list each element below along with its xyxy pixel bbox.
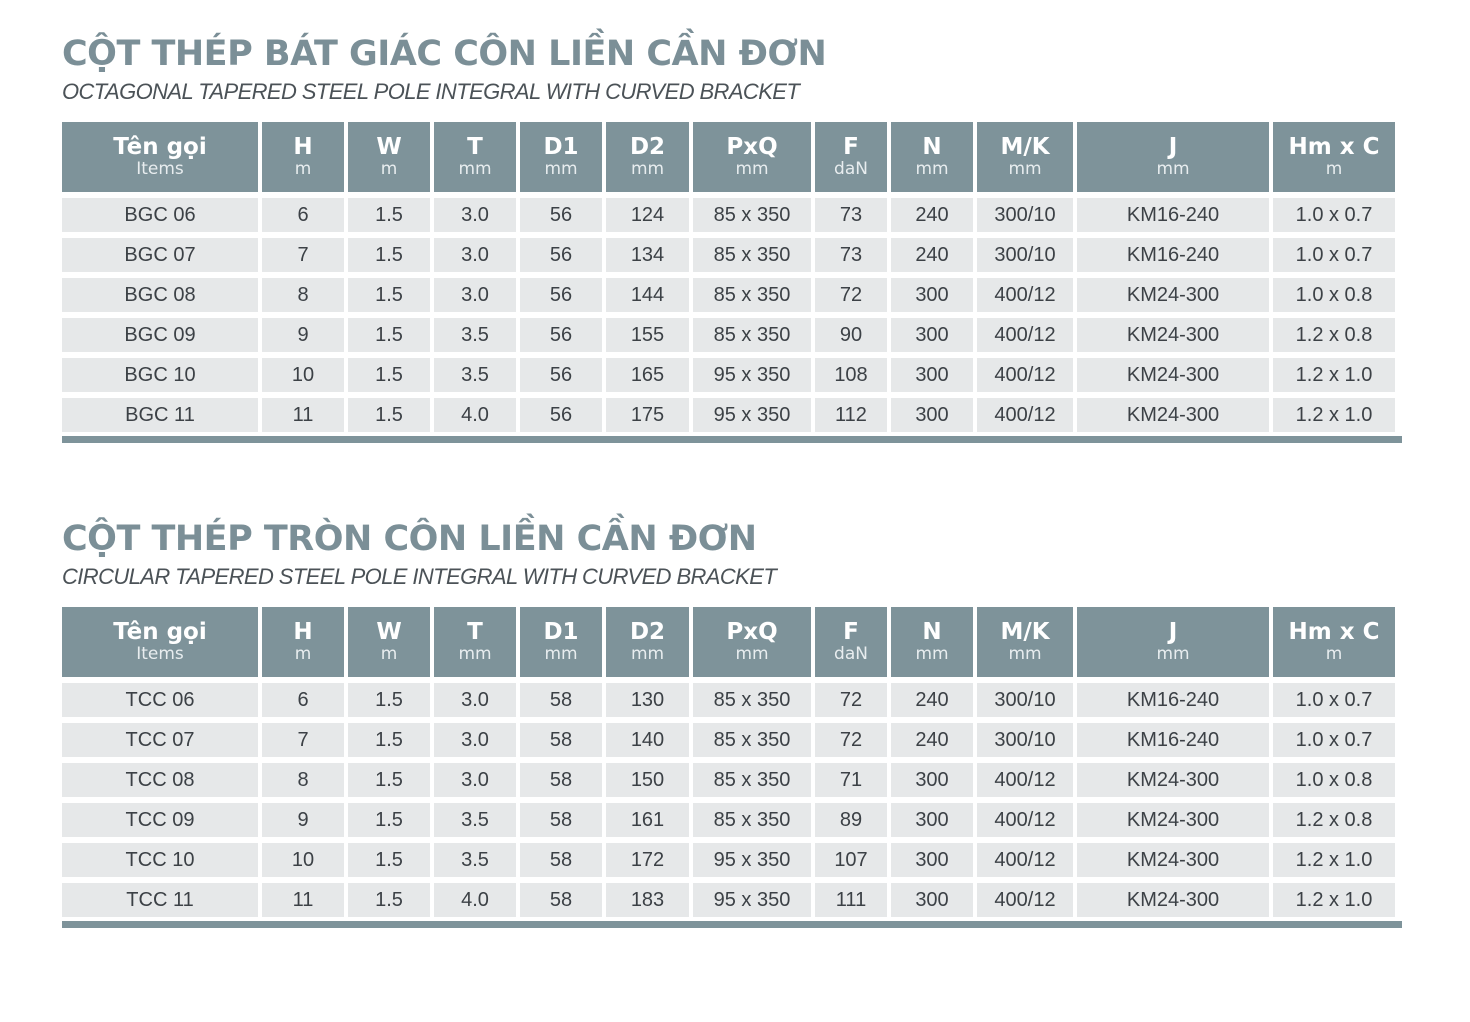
- table-cell: 85 x 350: [693, 723, 811, 757]
- column-header: [262, 122, 344, 192]
- table-cell: 400/12: [977, 883, 1073, 917]
- column-header: [434, 122, 516, 192]
- table-cell: 300: [891, 278, 973, 312]
- table-cell: 85 x 350: [693, 803, 811, 837]
- table-cell: 71: [815, 763, 887, 797]
- table-cell: BGC 10: [62, 358, 258, 392]
- table-cell: 240: [891, 198, 973, 232]
- table-cell: 3.0: [434, 683, 516, 717]
- table-cell: 72: [815, 278, 887, 312]
- table-row: [62, 238, 1395, 272]
- column-unit: mm: [1156, 159, 1190, 179]
- table-cell: KM24-300: [1077, 803, 1269, 837]
- table-cell: KM24-300: [1077, 843, 1269, 877]
- table-cell: 134: [606, 238, 689, 272]
- table-cell: 95 x 350: [693, 398, 811, 432]
- table-cell: 56: [520, 318, 602, 352]
- table-cell: 9: [262, 318, 344, 352]
- column-unit: m: [1325, 159, 1343, 179]
- table-cell: 58: [520, 803, 602, 837]
- table-cell: 11: [262, 883, 344, 917]
- column-label: Hm x C: [1288, 619, 1380, 645]
- table-cell: 72: [815, 683, 887, 717]
- table-cell: KM24-300: [1077, 398, 1269, 432]
- column-header: [815, 607, 887, 677]
- table-bottom-bar: [62, 921, 1402, 928]
- column-label: W: [376, 134, 402, 160]
- column-header: [1273, 122, 1395, 192]
- column-label: Tên gọi: [113, 134, 207, 160]
- table-cell: 1.0 x 0.7: [1273, 238, 1395, 272]
- table-row: [62, 198, 1395, 232]
- table-cell: 183: [606, 883, 689, 917]
- table-cell: 155: [606, 318, 689, 352]
- table-cell: BGC 07: [62, 238, 258, 272]
- table-cell: 1.2 x 1.0: [1273, 358, 1395, 392]
- table-cell: 130: [606, 683, 689, 717]
- column-header: [262, 607, 344, 677]
- table-cell: 3.5: [434, 318, 516, 352]
- column-header: [62, 607, 258, 677]
- table-cell: 1.5: [348, 763, 430, 797]
- table-cell: TCC 06: [62, 683, 258, 717]
- table-cell: 172: [606, 843, 689, 877]
- table-cell: 300/10: [977, 683, 1073, 717]
- column-header: [520, 607, 602, 677]
- column-header: [1077, 607, 1269, 677]
- table-cell: 10: [262, 843, 344, 877]
- table-cell: 58: [520, 723, 602, 757]
- column-label: Tên gọi: [113, 619, 207, 645]
- table-cell: 85 x 350: [693, 683, 811, 717]
- column-header: [977, 122, 1073, 192]
- table-cell: 165: [606, 358, 689, 392]
- table-cell: 300: [891, 843, 973, 877]
- table-cell: 10: [262, 358, 344, 392]
- column-unit: Items: [136, 159, 184, 179]
- table-cell: 300: [891, 763, 973, 797]
- table-cell: BGC 08: [62, 278, 258, 312]
- table-cell: TCC 09: [62, 803, 258, 837]
- column-unit: mm: [1156, 644, 1190, 664]
- table-cell: KM24-300: [1077, 318, 1269, 352]
- column-unit: Items: [136, 644, 184, 664]
- section-subtitle: OCTAGONAL TAPERED STEEL POLE INTEGRAL WITH CURVED BRACKET: [62, 79, 800, 104]
- table-cell: TCC 07: [62, 723, 258, 757]
- table-cell: 1.0 x 0.8: [1273, 763, 1395, 797]
- table-cell: 6: [262, 683, 344, 717]
- table-cell: 240: [891, 238, 973, 272]
- table-cell: 300/10: [977, 238, 1073, 272]
- column-label: D1: [543, 619, 579, 645]
- column-header: [348, 607, 430, 677]
- table-cell: 6: [262, 198, 344, 232]
- table-cell: 3.5: [434, 803, 516, 837]
- column-unit: m: [294, 159, 312, 179]
- table-cell: 1.2 x 0.8: [1273, 318, 1395, 352]
- table-cell: 1.5: [348, 358, 430, 392]
- table-cell: 300: [891, 398, 973, 432]
- column-label: D2: [629, 619, 666, 645]
- table-cell: 11: [262, 398, 344, 432]
- table-cell: 56: [520, 398, 602, 432]
- table-cell: 1.5: [348, 883, 430, 917]
- table-row: [62, 278, 1395, 312]
- table-cell: 3.0: [434, 198, 516, 232]
- column-unit: m: [1325, 644, 1343, 664]
- table-cell: 300: [891, 883, 973, 917]
- table-cell: 4.0: [434, 883, 516, 917]
- table-cell: TCC 11: [62, 883, 258, 917]
- table-cell: 1.5: [348, 278, 430, 312]
- column-unit: mm: [915, 644, 949, 664]
- table-cell: 144: [606, 278, 689, 312]
- table-cell: 58: [520, 683, 602, 717]
- table-cell: 240: [891, 683, 973, 717]
- table-cell: 1.5: [348, 318, 430, 352]
- table-cell: 3.0: [434, 723, 516, 757]
- column-unit: daN: [834, 644, 868, 664]
- table-cell: 85 x 350: [693, 763, 811, 797]
- table-bottom-bar: [62, 436, 1402, 443]
- column-header: [891, 607, 973, 677]
- table-cell: 1.2 x 1.0: [1273, 398, 1395, 432]
- column-header: [606, 122, 689, 192]
- table-cell: KM16-240: [1077, 238, 1269, 272]
- table-cell: 7: [262, 723, 344, 757]
- column-label: T: [467, 134, 483, 160]
- column-label: M/K: [1000, 619, 1050, 645]
- table-cell: 124: [606, 198, 689, 232]
- table-cell: 108: [815, 358, 887, 392]
- table-cell: 89: [815, 803, 887, 837]
- table-cell: 73: [815, 238, 887, 272]
- table-cell: 300: [891, 803, 973, 837]
- header-row: [62, 607, 1395, 677]
- column-label: T: [467, 619, 483, 645]
- section-subtitle: CIRCULAR TAPERED STEEL POLE INTEGRAL WITH CURVED BRACKET: [62, 564, 777, 589]
- table-cell: BGC 06: [62, 198, 258, 232]
- table-cell: KM24-300: [1077, 763, 1269, 797]
- table-cell: 400/12: [977, 318, 1073, 352]
- table-cell: 3.5: [434, 843, 516, 877]
- table-cell: 300/10: [977, 723, 1073, 757]
- column-unit: mm: [1008, 644, 1042, 664]
- section-circular: [62, 515, 1402, 928]
- table-row: [62, 398, 1395, 432]
- table-row: [62, 843, 1395, 877]
- column-header: [815, 122, 887, 192]
- column-header: [434, 607, 516, 677]
- table-cell: 111: [815, 883, 887, 917]
- column-label: J: [1168, 619, 1178, 645]
- table-cell: 58: [520, 883, 602, 917]
- table-cell: 56: [520, 238, 602, 272]
- table-cell: 1.5: [348, 683, 430, 717]
- column-unit: mm: [458, 159, 492, 179]
- table-cell: 9: [262, 803, 344, 837]
- table-cell: 1.5: [348, 198, 430, 232]
- table-cell: 1.0 x 0.7: [1273, 683, 1395, 717]
- table-cell: KM16-240: [1077, 198, 1269, 232]
- table-cell: KM16-240: [1077, 723, 1269, 757]
- table-cell: 400/12: [977, 843, 1073, 877]
- column-header: [1077, 122, 1269, 192]
- table-cell: KM16-240: [1077, 683, 1269, 717]
- table-cell: 400/12: [977, 398, 1073, 432]
- column-unit: mm: [915, 159, 949, 179]
- table-cell: 112: [815, 398, 887, 432]
- table-cell: KM24-300: [1077, 883, 1269, 917]
- column-unit: mm: [630, 644, 665, 664]
- table-cell: 8: [262, 763, 344, 797]
- column-header: [693, 122, 811, 192]
- table-cell: 56: [520, 358, 602, 392]
- table-cell: 56: [520, 198, 602, 232]
- table-cell: 300: [891, 358, 973, 392]
- spec-table: [58, 601, 1399, 923]
- table-cell: 107: [815, 843, 887, 877]
- table-cell: 1.0 x 0.8: [1273, 278, 1395, 312]
- column-label: M/K: [1000, 134, 1050, 160]
- table-row: [62, 683, 1395, 717]
- table-cell: 240: [891, 723, 973, 757]
- table-cell: BGC 09: [62, 318, 258, 352]
- column-label: F: [843, 134, 859, 160]
- table-row: [62, 803, 1395, 837]
- column-unit: mm: [735, 644, 769, 664]
- table-cell: 1.5: [348, 238, 430, 272]
- table-cell: 4.0: [434, 398, 516, 432]
- column-label: D2: [629, 134, 666, 160]
- column-label: N: [922, 134, 942, 160]
- table-cell: BGC 11: [62, 398, 258, 432]
- column-label: F: [843, 619, 859, 645]
- column-unit: daN: [834, 159, 868, 179]
- column-unit: m: [380, 159, 398, 179]
- table-cell: 3.0: [434, 278, 516, 312]
- spec-table: [58, 116, 1399, 438]
- table-cell: 3.0: [434, 763, 516, 797]
- table-row: [62, 723, 1395, 757]
- table-cell: 1.0 x 0.7: [1273, 198, 1395, 232]
- column-unit: m: [380, 644, 398, 664]
- table-cell: 85 x 350: [693, 318, 811, 352]
- table-cell: 175: [606, 398, 689, 432]
- table-cell: 85 x 350: [693, 198, 811, 232]
- table-cell: 1.2 x 1.0: [1273, 843, 1395, 877]
- table-cell: 8: [262, 278, 344, 312]
- column-header: [348, 122, 430, 192]
- column-header: [1273, 607, 1395, 677]
- table-row: [62, 763, 1395, 797]
- column-label: J: [1168, 134, 1178, 160]
- table-cell: 400/12: [977, 763, 1073, 797]
- column-label: PxQ: [726, 619, 778, 645]
- section-octagonal: [62, 30, 1402, 443]
- table-cell: 1.5: [348, 843, 430, 877]
- table-cell: 85 x 350: [693, 278, 811, 312]
- column-label: PxQ: [726, 134, 778, 160]
- table-cell: 150: [606, 763, 689, 797]
- header-row: [62, 122, 1395, 192]
- table-cell: 1.5: [348, 398, 430, 432]
- column-label: Hm x C: [1288, 134, 1380, 160]
- column-unit: mm: [735, 159, 769, 179]
- column-label: D1: [543, 134, 579, 160]
- table-row: [62, 358, 1395, 392]
- table-cell: TCC 08: [62, 763, 258, 797]
- table-cell: 95 x 350: [693, 358, 811, 392]
- column-label: N: [922, 619, 942, 645]
- column-unit: mm: [544, 644, 578, 664]
- column-header: [693, 607, 811, 677]
- table-cell: 400/12: [977, 278, 1073, 312]
- column-header: [62, 122, 258, 192]
- table-cell: TCC 10: [62, 843, 258, 877]
- table-cell: 58: [520, 763, 602, 797]
- table-cell: KM24-300: [1077, 358, 1269, 392]
- table-row: [62, 883, 1395, 917]
- column-unit: m: [294, 644, 312, 664]
- column-unit: mm: [630, 159, 665, 179]
- table-cell: 1.2 x 0.8: [1273, 803, 1395, 837]
- table-cell: 85 x 350: [693, 238, 811, 272]
- column-label: W: [376, 619, 402, 645]
- column-header: [891, 122, 973, 192]
- table-cell: 140: [606, 723, 689, 757]
- column-unit: mm: [458, 644, 492, 664]
- table-cell: 3.0: [434, 238, 516, 272]
- column-header: [606, 607, 689, 677]
- table-cell: 300: [891, 318, 973, 352]
- table-cell: 300/10: [977, 198, 1073, 232]
- table-cell: 95 x 350: [693, 883, 811, 917]
- table-cell: 73: [815, 198, 887, 232]
- column-unit: mm: [1008, 159, 1042, 179]
- table-cell: 58: [520, 843, 602, 877]
- section-title: CỘT THÉP TRÒN CÔN LIỀN CẦN ĐƠN: [62, 519, 757, 559]
- section-title: CỘT THÉP BÁT GIÁC CÔN LIỀN CẦN ĐƠN: [62, 34, 827, 74]
- table-cell: 7: [262, 238, 344, 272]
- table-cell: 1.0 x 0.7: [1273, 723, 1395, 757]
- table-cell: KM24-300: [1077, 278, 1269, 312]
- column-label: H: [293, 619, 313, 645]
- column-header: [520, 122, 602, 192]
- table-cell: 161: [606, 803, 689, 837]
- table-cell: 56: [520, 278, 602, 312]
- table-cell: 1.5: [348, 723, 430, 757]
- table-cell: 1.2 x 1.0: [1273, 883, 1395, 917]
- table-cell: 400/12: [977, 803, 1073, 837]
- table-cell: 1.5: [348, 803, 430, 837]
- table-cell: 90: [815, 318, 887, 352]
- table-row: [62, 318, 1395, 352]
- table-cell: 72: [815, 723, 887, 757]
- table-cell: 400/12: [977, 358, 1073, 392]
- table-cell: 3.5: [434, 358, 516, 392]
- column-header: [977, 607, 1073, 677]
- column-unit: mm: [544, 159, 578, 179]
- column-label: H: [293, 134, 313, 160]
- table-cell: 95 x 350: [693, 843, 811, 877]
